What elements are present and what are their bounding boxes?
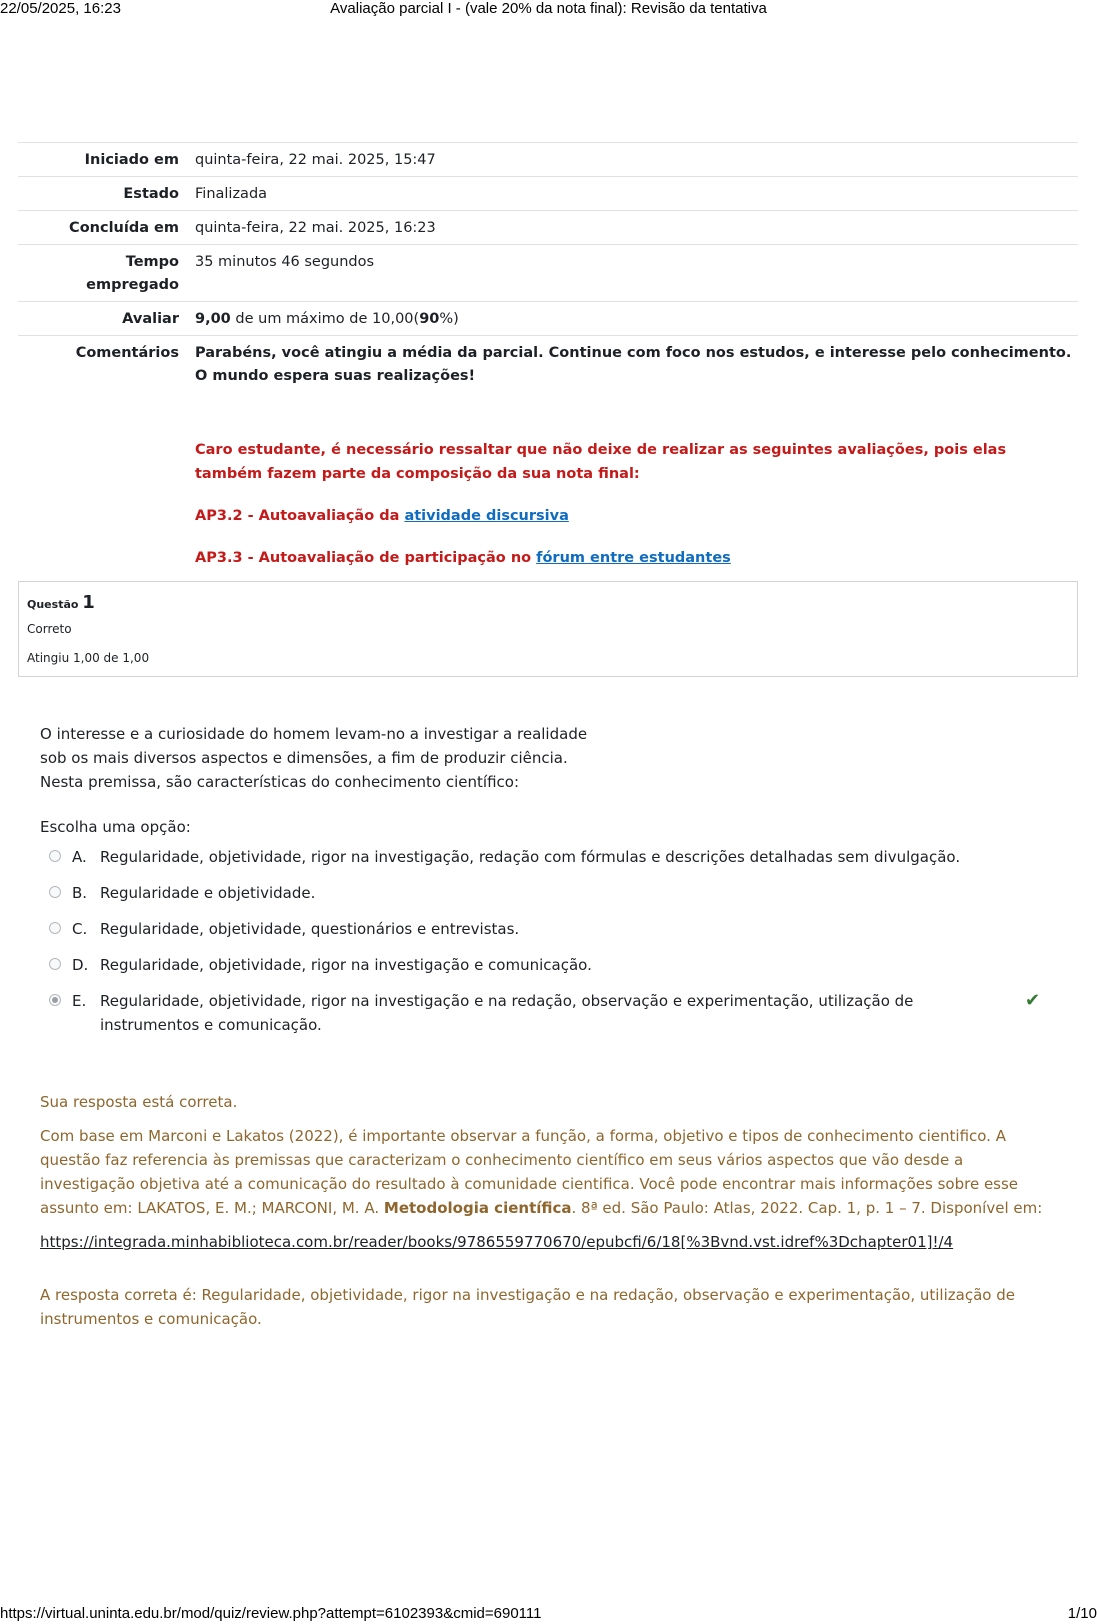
feedback-reference-link[interactable]: https://integrada.minhabiblioteca.com.br/reader/books/9786559770670/epubcfi/6/18[%3Bvnd.vst.idref%3Dchapter01]!/4 [40, 1233, 954, 1251]
summary-row-state [18, 177, 1078, 211]
time-label-line2: empregado [86, 277, 179, 293]
answer-letter: C. [72, 920, 88, 938]
summary-row-grade [18, 302, 1078, 336]
answer-option-c[interactable] [40, 917, 1060, 941]
question-number-value: 1 [82, 592, 95, 613]
summary-row-time [18, 245, 1078, 302]
answer-option-d[interactable] [40, 953, 1060, 977]
state-value: Finalizada [185, 177, 1078, 211]
time-label [18, 245, 185, 302]
answer-option-a[interactable] [40, 845, 1060, 869]
attempt-summary-table [18, 142, 1078, 592]
comments-text: Parabéns, você atingiu a média da parcial. Continue com foco nos estudos, e interesse pelo conhecimento. O mundo espera suas realizações! [195, 345, 1072, 384]
radio-b[interactable] [49, 886, 61, 898]
answer-letter: A. [72, 848, 87, 866]
grade-value [185, 302, 1078, 336]
print-page-title: Avaliação parcial I - (vale 20% da nota final): Revisão da tentativa [330, 0, 767, 17]
answer-letter: E. [72, 992, 87, 1010]
started-value: quinta-feira, 22 mai. 2025, 15:47 [185, 143, 1078, 177]
grade-mid: de um máximo de 10,00( [230, 311, 420, 327]
state-label: Estado [18, 177, 185, 211]
answer-text: Regularidade, objetividade, rigor na investigação e comunicação. [100, 956, 592, 974]
print-footer [0, 1604, 1097, 1624]
grade-label: Avaliar [18, 302, 185, 336]
question-info-box [18, 581, 1078, 677]
right-answer: A resposta correta é: Regularidade, objetividade, rigor na investigação e na redação, observação e experimentação, utilização de instrumentos e comunicação. [40, 1286, 1015, 1328]
attempt-summary [18, 142, 1078, 592]
check-icon: ✔ [1025, 990, 1041, 1011]
ap33-text: AP3.3 - Autoavaliação de participação no [195, 550, 537, 566]
ap32-text: AP3.2 - Autoavaliação da [195, 508, 405, 524]
feedback-general [40, 1124, 1060, 1220]
question-text: O interesse e a curiosidade do homem levam-no a investigar a realidade sob os mais diversos aspectos e dimensões, a fim de produzir ciência. Nesta premissa, são características do conhecimento científico: [40, 725, 588, 791]
answer-text: Regularidade e objetividade. [100, 884, 316, 902]
completed-label: Concluída em [18, 211, 185, 245]
answer-option-b[interactable] [40, 881, 1060, 905]
ap33-link[interactable]: fórum entre estudantes [536, 550, 731, 566]
answer-option-e[interactable] [40, 989, 1060, 1037]
answer-text: Regularidade, objetividade, rigor na investigação e na redação, observação e experimentação, utilização de instrumentos e comunicação. [100, 992, 914, 1034]
comments-label: Comentários [18, 336, 185, 593]
print-page-number: 1/10 [1067, 1605, 1097, 1622]
print-header [0, 0, 1097, 20]
answer-text: Regularidade, objetividade, questionários e entrevistas. [100, 920, 520, 938]
started-label: Iniciado em [18, 143, 185, 177]
answer-list [40, 845, 1060, 1049]
question-label: Questão [27, 598, 79, 611]
ap32-link[interactable]: atividade discursiva [404, 508, 569, 524]
notice-text: Caro estudante, é necessário ressaltar que não deixe de realizar as seguintes avaliações, pois elas também fazem parte da composição da sua nota final: [195, 442, 1007, 482]
summary-row-comments [18, 336, 1078, 593]
comments-value [185, 336, 1078, 593]
time-value: 35 minutos 46 segundos [185, 245, 1078, 302]
feedback-book-title: Metodologia científica [383, 1199, 572, 1217]
summary-row-completed [18, 211, 1078, 245]
ap32-line [195, 504, 1072, 528]
summary-row-started [18, 143, 1078, 177]
feedback-status: Sua resposta está correta. [40, 1093, 238, 1111]
completed-value: quinta-feira, 22 mai. 2025, 16:23 [185, 211, 1078, 245]
radio-c[interactable] [49, 922, 61, 934]
radio-d[interactable] [49, 958, 61, 970]
radio-e-selected[interactable] [49, 994, 61, 1006]
print-datetime: 22/05/2025, 16:23 [0, 0, 121, 17]
question-grade: Atingiu 1,00 de 1,00 [27, 651, 150, 665]
feedback-block [40, 1090, 1060, 1264]
radio-a[interactable] [49, 850, 61, 862]
question-state: Correto [27, 622, 72, 636]
answer-letter: D. [72, 956, 89, 974]
answer-prompt: Escolha uma opção: [40, 818, 191, 836]
answer-text: Regularidade, objetividade, rigor na investigação, redação com fórmulas e descrições detalhadas sem divulgação. [100, 848, 961, 866]
grade-end: %) [439, 311, 459, 327]
feedback-general-post: . 8ª ed. São Paulo: Atlas, 2022. Cap. 1, p. 1 – 7. Disponível em: [571, 1199, 1043, 1217]
feedback-general-pre: Com base em Marconi e Lakatos (2022), é importante observar a função, a forma, objetivo e tipos de conhecimento cientifico. A questão faz referencia às premissas que caracterizam o conhecimento científico em seus vários aspectos que vão desde a investigação objetiva até a comunicação do resultado à comunidade cientifica. Você pode encontrar mais informações sobre esse assunto em: LAKATOS, E. M.; MARCONI, M. A. [40, 1127, 1019, 1217]
question-number [27, 592, 95, 613]
grade-percent: 90 [419, 311, 440, 327]
answer-letter: B. [72, 884, 88, 902]
ap33-line [195, 546, 1072, 570]
time-label-line1: Tempo [125, 254, 179, 270]
grade-score: 9,00 [195, 311, 231, 327]
print-url: https://virtual.uninta.edu.br/mod/quiz/review.php?attempt=6102393&cmid=690111 [0, 1605, 542, 1622]
